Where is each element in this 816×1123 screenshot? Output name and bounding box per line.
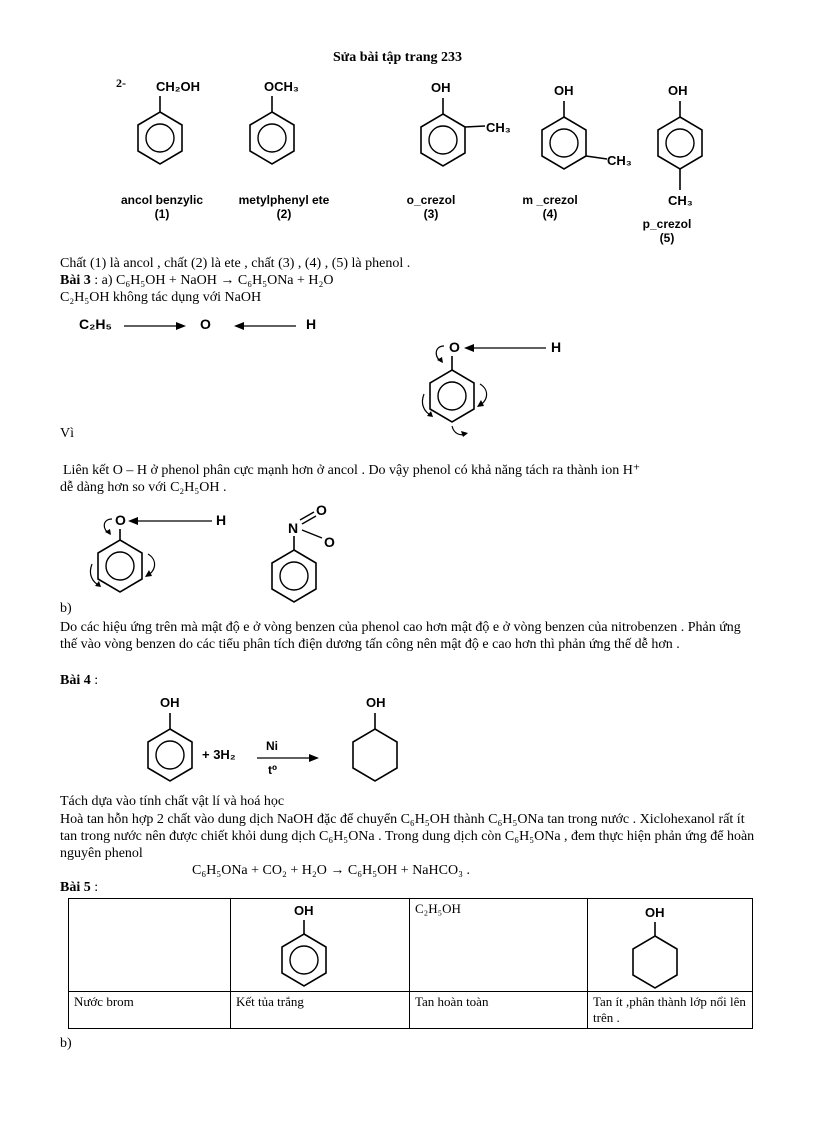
q4-equation: C₆H₅ONa + CO₂ + H₂O → C₆H₅OH + NaHCO₃ .	[192, 863, 470, 878]
benzene-ring-1	[131, 94, 191, 174]
q4-temperature: t⁰	[268, 763, 278, 777]
table-cell-cyclohexanol	[588, 899, 753, 992]
question-2-number: 2-	[116, 76, 126, 90]
q3-part-b-text: Do các hiệu ứng trên mà mật độ e ở vòng benzen của phenol cao hơn mật độ e ở vòng benzen của nitrobenzen . Phản ứng thế vào vòng benzen do các tiểu phân tích điện dương tấn công nên mật độ e cao hơn thì phản ứng thế dễ hơn .	[60, 620, 741, 652]
q4-heading-line: Bài 4 :	[60, 673, 99, 688]
och3-group: OCH₃	[264, 79, 299, 94]
benzene-ring-2	[243, 94, 303, 174]
q4-phenol-ring	[141, 711, 201, 791]
table-cyclohexanol-oh: OH	[645, 905, 665, 920]
ethyl-label: C₂H₅	[79, 316, 112, 332]
compound-label-3: o_crezol (3)	[406, 193, 456, 221]
phenol-b-diagram	[88, 510, 228, 610]
q4-line-1: Tách dựa vào tính chất vật lí và hoá học	[60, 794, 285, 809]
ch3-group-o-cresol: CH₃	[486, 120, 511, 135]
oh-group-p-cresol: OH	[668, 83, 688, 98]
table-cell-cyclohexanol-result: Tan ít ,phân thành lớp nổi lên trên .	[588, 992, 753, 1029]
nitrobenzene-diagram	[262, 500, 352, 610]
table-cell-ethanol: C₂H₅OH	[410, 899, 588, 992]
oh-group-o-cresol: OH	[431, 80, 451, 95]
q4-heading: Bài 4	[60, 673, 91, 688]
ch3-group-p-cresol: CH₃	[668, 193, 693, 208]
q4-reaction-arrow	[255, 750, 325, 766]
benzene-ring-5	[651, 99, 711, 199]
table-cell-empty	[69, 899, 231, 992]
ch3-group-m-cresol: CH₃	[607, 153, 632, 168]
ethanol-o-label: O	[200, 316, 211, 332]
q5-part-b-label: b)	[60, 1036, 72, 1051]
q3-explanation: Liên kết O – H ở phenol phân cực mạnh hơn ở ancol . Do vậy phenol có khả năng tách ra thành ion H⁺ dễ dàng hơn so với C₂H₅OH .	[60, 463, 641, 495]
table-cell-ethanol-result: Tan hoàn toàn	[410, 992, 588, 1029]
q3-part-a-equation: : a) C₆H₅OH + NaOH → C₆H₅ONa + H₂O	[94, 273, 334, 288]
table-cell-phenol-result: Kết tủa trắng	[231, 992, 410, 1029]
q5-heading: Bài 5	[60, 880, 91, 895]
table-row	[69, 899, 753, 992]
q5-heading-line: Bài 5 :	[60, 880, 99, 895]
q4-line-2: Hoà tan hỗn hợp 2 chất vào dung dịch NaOH đặc để chuyển C₆H₅OH thành C₆H₅ONa tan trong nước . Xiclohexanol rất ít tan trong nước nên được chiết khỏi dung dịch C₆H₅ONa . Trong dung dịch còn C₆H₅ONa , đem thực hiện phản ứng để hoàn nguyên phenol	[60, 812, 755, 861]
ch2oh-group: CH₂OH	[156, 79, 201, 94]
ethanol-h-label: H	[306, 316, 317, 332]
q3-part-a-line	[60, 273, 334, 289]
compound-label-2: metylphenyl ete (2)	[238, 193, 330, 221]
benzene-ring-4	[535, 99, 615, 179]
q3-heading: Bài 3	[60, 273, 91, 288]
phenol-resonance-diagram	[420, 336, 560, 446]
q2-conclusion: Chất (1) là ancol , chất (2) là ete , chất (3) , (4) , (5) là phenol .	[60, 256, 411, 271]
q4-phenol-oh: OH	[160, 695, 180, 710]
q4-catalyst: Ni	[266, 739, 278, 753]
table-row	[69, 992, 753, 1029]
oh-group-m-cresol: OH	[554, 83, 574, 98]
compound-label-1: ancol benzylic (1)	[120, 193, 204, 221]
phenol-h-label: H	[551, 339, 562, 355]
nitro-o-label-1: O	[316, 502, 327, 518]
phenol-o-label: O	[449, 339, 460, 355]
table-cell-row-label: Nước brom	[69, 992, 231, 1029]
q4-cyclohexane-ring	[346, 711, 406, 791]
q5-table	[68, 898, 753, 1029]
q3-part-b-label: b)	[60, 601, 72, 616]
table-cell-phenol	[231, 899, 410, 992]
nitro-n-label: N	[288, 520, 299, 536]
phenol-b-h-label: H	[216, 512, 227, 528]
q4-plus-h2: + 3H₂	[202, 747, 236, 762]
table-cyclohexane-ring	[626, 920, 686, 996]
table-phenol-oh: OH	[294, 903, 314, 918]
page-title: Sửa bài tập trang 233	[333, 50, 462, 65]
table-phenol-ring	[275, 918, 335, 994]
nitro-o-label-2: O	[324, 534, 335, 550]
q4-cyclohexanol-oh: OH	[366, 695, 386, 710]
compound-label-4: m _crezol (4)	[522, 193, 578, 221]
q3-no-react: C₂H₅OH không tác dụng với NaOH	[60, 290, 262, 305]
compound-label-5: p_crezol (5)	[642, 217, 692, 245]
vi-label: Vì	[60, 426, 74, 441]
phenol-b-o-label: O	[115, 512, 126, 528]
ethanol-induction-arrows	[118, 316, 318, 336]
benzene-ring-3	[414, 96, 494, 176]
